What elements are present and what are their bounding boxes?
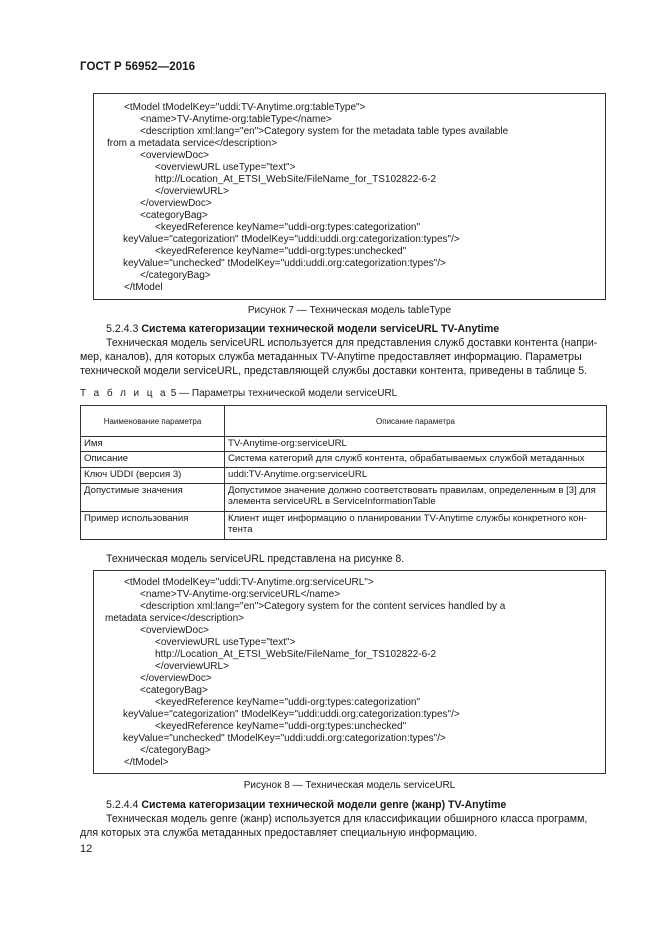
table-row: [81, 468, 607, 484]
paragraph-line: для которых эта служба метаданных предоставляет специальную информацию.: [80, 827, 478, 839]
section-title: Система категоризации технической модели genre (жанр) TV-Anytime: [141, 799, 507, 811]
code-line: <overviewDoc>: [140, 625, 209, 636]
table-cell: Допустимые значения: [81, 484, 225, 512]
table-cell: Система категорий для служб контента, обрабатываемых службой метаданных: [225, 452, 607, 468]
figure-8-intro: [80, 552, 606, 566]
paragraph-line: Техническая модель genre (жанр) используется для классификации обширного класса программ,: [106, 813, 588, 825]
table-row: [81, 512, 607, 540]
table-row: [81, 452, 607, 468]
code-line: keyValue="categorization" tModelKey="uddi:uddi.org:categorization:types"/>: [123, 234, 460, 245]
paragraph-line: мер, каналов), для которых служба метаданных TV-Anytime предоставляет информацию. Параметры: [80, 351, 582, 363]
figure-7-code-box: [93, 93, 606, 300]
code-line: keyValue="unchecked" tModelKey="uddi:uddi.org:categorization:types"/>: [123, 258, 446, 269]
code-line: <keyedReference keyName="uddi-org:types:unchecked": [155, 721, 407, 732]
section-paragraph: [80, 812, 606, 840]
section-paragraph: [80, 336, 606, 378]
code-line: metadata service</description>: [105, 613, 244, 624]
code-line: http://Location_At_ETSI_WebSite/FileName_for_TS102822-6-2: [155, 649, 437, 660]
section-title: Система категоризации технической модели serviceURL TV-Anytime: [141, 323, 500, 335]
table-cell: uddi:TV-Anytime.org:serviceURL: [225, 468, 607, 484]
code-line: <keyedReference keyName="uddi-org:types:categorization": [155, 697, 421, 708]
code-line: <name>TV-Anytime-org:serviceURL</name>: [140, 589, 341, 600]
paragraph-line: технической модели serviceURL, представляющей службы доставки контента, приведены в таблице 5.: [80, 365, 588, 377]
code-line: <overviewDoc>: [140, 150, 209, 161]
parameters-table: [80, 405, 607, 540]
page-number: 12: [80, 843, 93, 855]
code-line: keyValue="categorization" tModelKey="uddi:uddi.org:categorization:types"/>: [123, 709, 460, 720]
table-header-row: [81, 406, 607, 437]
table-cell: Допустимое значение должно соответствовать правилам, определенным в [3] для элемента serviceURL в ServiceInformationTable: [225, 484, 607, 512]
code-line: from a metadata service</description>: [107, 138, 278, 149]
table-caption: [80, 388, 397, 399]
table-cell: Имя: [81, 437, 225, 452]
code-line: </overviewDoc>: [140, 198, 212, 209]
code-line: <keyedReference keyName="uddi-org:types:categorization": [155, 222, 421, 233]
table-row: [81, 437, 607, 452]
code-line: <tModel tModelKey="uddi:TV-Anytime.org:serviceURL">: [124, 577, 374, 588]
table-header-cell: Описание параметра: [225, 406, 607, 437]
table-cell: Ключ UDDI (версия 3): [81, 468, 225, 484]
code-line: <tModel tModelKey="uddi:TV-Anytime.org:tableType">: [124, 102, 366, 113]
code-line: </tModel: [124, 282, 163, 293]
table-header-cell: Наименование параметра: [81, 406, 225, 437]
figure-8-caption: Рисунок 8 — Техническая модель serviceURL: [243, 780, 456, 791]
code-line: </overviewURL>: [155, 661, 229, 672]
code-line: <keyedReference keyName="uddi-org:types:unchecked": [155, 246, 407, 257]
section-number: 5.2.4.4: [106, 799, 139, 811]
figure-8-code-box: [93, 570, 606, 774]
code-line: http://Location_At_ETSI_WebSite/FileName_for_TS102822-6-2: [155, 174, 437, 185]
code-line: <categoryBag>: [140, 685, 208, 696]
code-line: <overviewURL useType="text">: [155, 162, 296, 173]
table-cell: Описание: [81, 452, 225, 468]
code-line: </categoryBag>: [140, 745, 211, 756]
figure-7-caption: Рисунок 7 — Техническая модель tableType: [247, 305, 452, 316]
paragraph-line: Техническая модель serviceURL используется для представления служб доставки контента (напри-: [106, 337, 598, 349]
code-line: keyValue="unchecked" tModelKey="uddi:uddi.org:categorization:types"/>: [123, 733, 446, 744]
table-caption-prefix: Т а б л и ц а: [80, 388, 168, 399]
section-heading: [106, 799, 506, 811]
table-cell: Клиент ищет информацию о планировании TV-Anytime службы конкретного кон-тента: [225, 512, 607, 540]
code-line: </categoryBag>: [140, 270, 211, 281]
code-line: </overviewDoc>: [140, 673, 212, 684]
table-row: [81, 484, 607, 512]
code-line: <categoryBag>: [140, 210, 208, 221]
document-standard-header: ГОСТ Р 56952—2016: [80, 61, 196, 73]
code-line: <name>TV-Anytime-org:tableType</name>: [140, 114, 332, 125]
code-line: <description xml:lang="en">Category system for the metadata table types available: [140, 126, 509, 137]
code-line: </tModel>: [124, 757, 169, 768]
code-line: <description xml:lang="en">Category system for the content services handled by a: [140, 601, 506, 612]
code-line: </overviewURL>: [155, 186, 229, 197]
table-cell: Пример использования: [81, 512, 225, 540]
section-number: 5.2.4.3: [106, 323, 139, 335]
paragraph-line: Техническая модель serviceURL представлена на рисунке 8.: [106, 553, 405, 565]
section-heading: [106, 323, 499, 335]
code-line: <overviewURL useType="text">: [155, 637, 296, 648]
table-caption-text: 5 — Параметры технической модели serviceURL: [170, 388, 398, 399]
table-cell: TV-Anytime-org:serviceURL: [225, 437, 607, 452]
